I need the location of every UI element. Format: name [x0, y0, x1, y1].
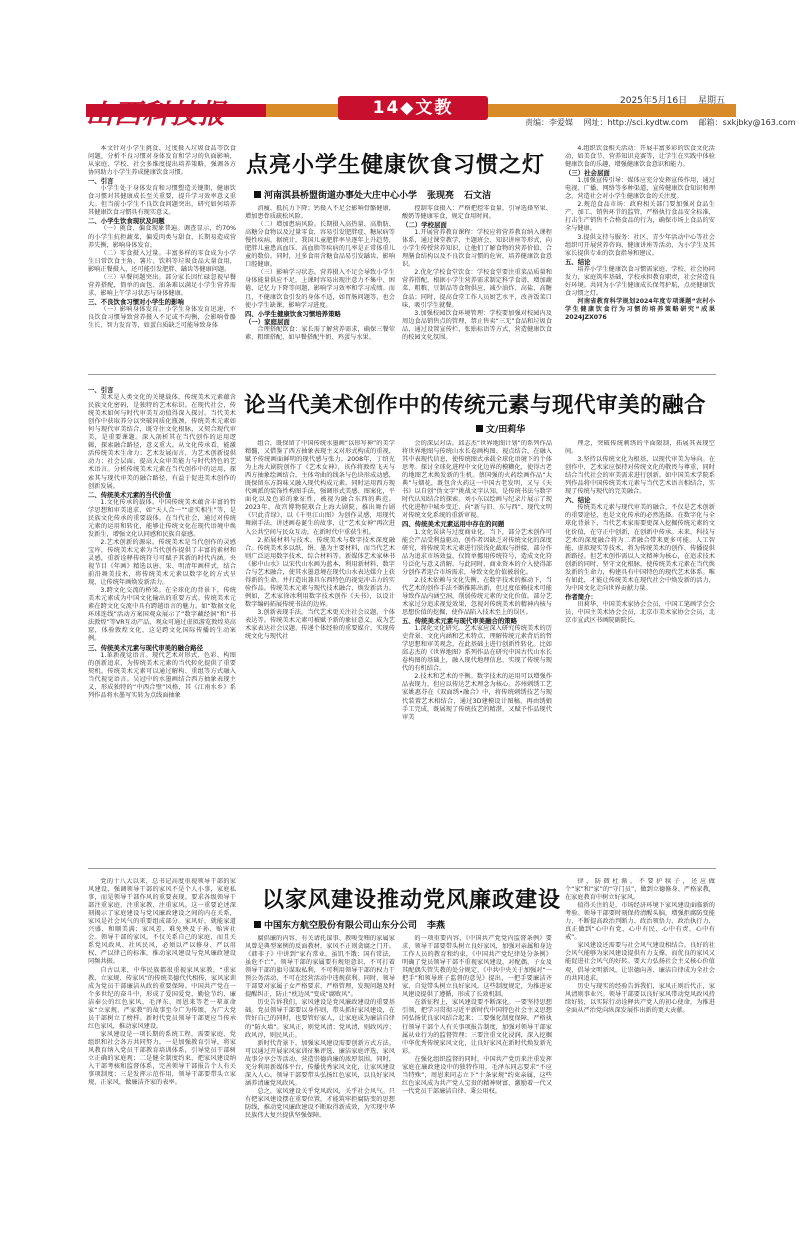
section-heading: 六、结论: [565, 496, 591, 505]
paragraph: 新时代背景下，加强家风建设需要创新方式方法。可以通过开展家风家训征集评选、廉洁家庭评选、家风故事分享会等活动，营造崇德尚廉的浓厚氛围。同时，充分利用新媒体平台，传播优秀家风文化，让家风建设深入人心。领导干部要带头弘扬红色家风，以良好家风涵养清廉党风政风。: [245, 1039, 395, 1087]
paragraph: 2.技术和艺术的平衡。数字技术的运用可以增强作品表现力，但应以传达艺术理念为核心。苏州刺绣工艺家姚惠芬在《双面绣•融合》中，将传统刺绣技艺与现代装置艺术相结合，通过3D建模设计图稿，再由绣娘手工完成，既展现了传统技艺的精湛，又赋予作品现代审美: [402, 673, 552, 721]
article1-column-1: [88, 145, 236, 367]
section-heading: （一）家庭层面: [245, 317, 290, 326]
article2-author: 文/田莉华: [486, 425, 526, 435]
paragraph: 值得关注的是，市场经济环境下家风建设面临新的考验。领导干部要时刻保持清醒头脑，增强拒腐防变能力，不断提高政治判断力、政治领悟力、政治执行力，真正做到“心中有党、心中有民、心中有责、心中有戒”。: [565, 902, 715, 942]
paragraph: 自古以来，中华民族都很重视家风家教，“重家教、立家规、传家风”的传统美德代代相传，家风家训成为党员干部廉洁从政的重要保障。中国共产党在一个多世纪的奋斗中，形成了爱国爱党、勤俭节约、廉洁奉公的红色家风，毛泽东、周恩来等老一辈革命家“立家规、严家教”的故事至今广为传颂，为广大党员干部树立了榜样。新时代党员领导干部更应当传承红色家风，推动家风建设。: [88, 966, 236, 1030]
paragraph: 的一项重要内容，《中国共产党党内监督条例》要求，领导干部要带头树立良好家风，加强对亲属和身边工作人员的教育和约束，《中国共产党纪律处分条例》明确了党员领导干部不重视家风建设，对配偶、子女及其配偶失管失教的处分规定，《中共中央关于加强对“一把手”和领导班子监督的意见》提出，一把手要廉洁齐家，自觉带头树立良好家风。这些制度规定，为推进家风建设提供了遵循，形成了长效机制。: [402, 935, 552, 999]
section-heading: 二、传统美术元素的当代价值: [88, 490, 172, 499]
paragraph: 3.提供支持与服务：社区、青少年活动中心等社会组织可开展营养咨询、健康讲座等活动，为小学生及其家长提供专业的饮食指导和建议。: [565, 233, 715, 257]
article1-column-3: [402, 205, 552, 367]
paragraph: 田莉华，中国美术家协会会员，中国工笔画学会会员，中国主美术协会会员，北京市美术家协会会员，北京市宣武区书画院副院长。: [565, 600, 715, 625]
paragraph: 2.艺术创新的源泉。传统美术是当代创作的灵感宝库，传统美术元素为当代创作提供了丰富的素材和灵感，重新诠释传统符号可赋予其新的时代内涵。央视节目《年画》精选以唐、宋、明清年画样式，结合前沿舞美技术，将传统美术元素以数字化的方式呈现，让传统年画焕发新活力。: [88, 538, 236, 587]
section-heading: 四、小学生健康饮食习惯培养策略: [245, 309, 341, 318]
article3-column-1: [88, 878, 236, 1218]
paragraph: 历史告诉我们，家风建设是党风廉政建设的重要基础。党员领导干部要以身作则，带头抓好家风建设，在管好自己的同时，也要管好家人，让家庭成为廉洁自律的“防火墙”。家风正，则党风清；党风清，则政风淳；政风淳，则民风正。: [245, 999, 395, 1039]
email-text: 邮箱：sxkjbky@163.com: [698, 118, 796, 127]
paragraph: 律，防微杜渐，不要护犊子，还应做个“家”和“家”的“守门员”，做到立德修身、严格家教，在家庭教育中树立好家风。: [565, 878, 715, 902]
paragraph: 河南省教育科学规划2024年度专项课题“农村小学生健康饮食行为习惯的培养策略研究”成果2024JZX076: [565, 297, 715, 321]
article1-column-2: [245, 205, 395, 367]
paragraph: （三）影响学习状态。营养摄入不足会导致小学生身体能量供应不足，上课时容易出现注意力不集中、困倦、记忆力下降等问题，影响学习效率和学习成绩。而且，不健康饮食引发的身体不适，如胃肠问题等，也会使小学生缺课，影响学习进度。: [245, 269, 395, 309]
section-heading: 一、引言: [88, 177, 114, 186]
section-heading: 四、传统美术元素运用中存在的问题: [402, 520, 505, 529]
paragraph: 1.文化误读与过度商业化。当下，部分艺术创作可能会产品受利益驱动，创作者因缺乏对传统文化的深度研究，将传统美术元素进行肤浅化截取与拼接，部分作品为追求市场效益，仅简单挪用传统符号，造成文化符号泛化与意义消解。与此同时，商业资本的介入使得部分创作者迎合市场需求，导致文化价值被弱化。: [402, 528, 552, 576]
article2-title: 论当代美术创作中的传统元素与现代审美的融合: [244, 393, 707, 418]
paragraph: 2.规范食品市场：政府相关部门要加强对食品生产、加工、销售环节的监管，严格执行食品安全标准，打击生产销售不合格食品的行为，确保市场上食品的安全与健康。: [565, 201, 715, 233]
article3-column-3: [402, 935, 552, 1218]
paragraph: 2.优化学校食堂饮食：学校食堂要注重菜品质量和营养搭配，根据小学生营养需求制定科学食谱，增加蔬菜、粗粮、豆制品等食物供应，减少油炸、高盐、高糖食品；同时，提高食堂工作人员厨艺水平，改善饭菜口味，吸引学生就餐。: [402, 269, 552, 309]
paragraph: 3.创新表现手法。当代艺术更关注社会议题、个体表达等。传统美术元素可被赋予新的象征意义，成为艺术家表达社会议题、传递个体经验的重要媒介。实现传统文化与现代社: [245, 608, 395, 641]
article3-title: 以家风建设推动党风廉政建设: [262, 888, 562, 913]
paragraph: 组合，既保留了中国传统水墨画“以形写神”的美学精髓，又借鉴了西方抽象表现主义对形式构成的重视，赋予传统画面鲜明的现代感与张力。2008年，丁绍光为上海大剧院创作了《艺术女神》，该作将敦煌飞天与西方抽象绘画结合，主体弯曲的线条与色块形成动感，既保留东方韵味又融入现代构成元素。同时运用西方现代画派的装饰性构图手法，强调形式美感、图案化，平面化以及色彩的象征性，被视为融合东西的典范。2023年，故宫博物院联合上海大剧院，推出舞台剧《只此青绿》，以《千里江山图》为创作灵感，用现代舞剧手法，讲述画卷诞生的故事，让“艺术女神”再次进入公共空间与民众互动，在新时代中重获生机。: [245, 440, 395, 536]
article2-byline: [476, 422, 535, 435]
article1-byline: [254, 188, 501, 201]
paragraph: （二）增加患病风险。长期摄入高热量、高脂肪、高糖分食物以及过量零食，容易引发肥胖症、糖尿病等慢性疾病，据统计，我国儿童肥胖率呈逐年上升趋势，肥胖儿童患高血压、高血脂等疾病的几率是正常体重儿童的数倍。同时，过多食用含糖食品易引发龋齿，影响口腔健康。: [245, 221, 395, 269]
paragraph: 控制零食摄入：严格把控零食量，引导选择坚果、酸奶等健康零食，规定食用时间。: [402, 205, 552, 221]
section-heading: 二、小学生饮食现状及问题: [88, 217, 165, 226]
paragraph: 在强化组织监督的同时，中国共产党历来注重发挥家庭在廉政建设中的独特作用，毛泽东同志要求“不应当特殊”，周恩来同志立下“十条家规”约束亲属，这些红色家风成为共产党人宝贵的精神财富，激励着一代又一代党员干部廉洁自律、秉公用权。: [402, 1055, 552, 1095]
weekday-text: 星期五: [697, 96, 725, 106]
article2-column-2: [245, 440, 395, 861]
article3-org: 中国东方航空股份有限公司山东分公司: [264, 921, 418, 931]
article1-author-2: 石文洁: [464, 191, 492, 201]
editor-text: 责编：李爱媒: [525, 118, 573, 127]
section-heading: 三、传统美术元素与现代审美的融合路径: [88, 643, 204, 652]
paragraph: 1.深化文化研究。艺术家应深入研究传统美术的历史背景、文化内涵和艺术特点，理解传统元素背后的哲学思想和审美观念，在此基础上进行创新性转化。比如邱志杰的《世界地图》系列作品在研究中国古代山水长卷构图的基础上，融入现代地理信息，实现了传统与现代的有机结合。: [402, 625, 552, 673]
paragraph: 理念，突破传统刺绣的平面限制，拓展其表现空间。: [565, 440, 715, 456]
paragraph: 家风建设还需要与社会风气建设相结合。良好的社会风气能够为家风建设提供有力支撑，而优良的家风又能促进社会风气的好转。要大力弘扬社会主义核心价值观，倡导文明新风，让崇德向善、廉洁自律成为全社会的共同追求。: [565, 942, 715, 982]
section-heading: 作者简介：: [565, 592, 597, 601]
paragraph: （三）早餐问题突出。部分家长因忙碌忽视早餐营养搭配，简单的面包、油条难以满足小学生营养需求，影响上午学习状态与身体健康。: [88, 273, 236, 297]
paragraph: 3.加强校园饮食环境管理：学校要加强对校园内及周边食品销售点的管理，禁止售卖“三无”食品和垃圾食品，通过设置宣传栏、张贴标语等方式，营造健康饮食的校园文化氛围。: [402, 309, 552, 341]
paragraph: 3.坚持以传统文化为根基，以现代审美为导向。在创作中，艺术家应保持对传统文化的敬畏与尊重，同时结合当代社会的审美需求进行创新。如中国美术学院系列作品将中国传统美术元素与当代艺术语言相结合，实现了传统与现代的完美融合。: [565, 456, 715, 496]
issue-date: [620, 93, 733, 106]
section-heading: （二）学校层面: [402, 221, 447, 230]
article2-column-4: [565, 440, 715, 861]
newspaper-logo: 山西科技报: [86, 99, 226, 130]
paragraph: 腐倡廉的内容，有关请托谋事、教唆受贿的家属家风曾是典型案例的反面教材，家风不正则贪腐之门开。《韩非子》中讲到“家有常业，虽饥不饿；国有常法，虽危不亡”。领导干部的家属要有规矩意识，不可打着领导干部的旗号谋取私利，不可利用领导干部的权力干预公务活动，不可在经营活动中违规获利。同时，领导干部要对家属子女严格要求、严格管理，发现问题及时提醒纠正，防止“枕边风”变成“腐败风”。: [245, 935, 395, 999]
article1-org: 河南淇县桥盟街道办事处大庄中心小学: [264, 191, 418, 201]
article1-author-1: 张现亮: [427, 191, 455, 201]
section-divider-1: [88, 374, 716, 375]
paragraph: 1.加强宣传引导：媒体应充分发挥宣传作用，通过电视、广播、网络等多种渠道，宣传健康饮食知识和理念，营造社会对小学生健康饮食的关注度。: [565, 177, 715, 201]
article1-column-4: [565, 145, 715, 367]
article2-column-1: [88, 386, 236, 861]
paragraph: 本文针对小学生挑食、过度摄入垃圾食品等饮食问题，分析不良习惯对身体发育和学习的负面影响，从家庭、学校、社会多维度提出培养策略，强调各方协同助力小学生养成健康饮食习惯。: [88, 145, 236, 177]
section-heading: 三、不良饮食习惯对小学生的影响: [88, 297, 184, 306]
paragraph: 小学生处于身体发育和习惯塑造关键期，健康饮食习惯对其健康成长至关重要，提升学习效率意义重大。但当前小学生不良饮食问题突出，研究如何培养其健康饮食习惯具有现实意义。: [88, 185, 236, 217]
paragraph: （一）挑食、偏食现象普遍。调查显示，约70%的小学生抗拒蔬菜，偏爱肉类与甜食，长期易造成营养失衡，影响身体发育。: [88, 225, 236, 249]
paragraph: 培养小学生健康饮食习惯需家庭、学校、社会协同发力，家庭筑牢基础，学校承担教育职责，社会营造良好环境。共同为小学生健康成长保驾护航，点亮健康饮食习惯之灯。: [565, 265, 715, 297]
paragraph: 1.开展营养教育课程：学校应将营养教育纳入课程体系，通过课堂教学、主题班会、知识讲座等形式，向小学生传授营养知识，让他们了解食物的营养价值、合理膳食结构以及不良饮食习惯的危害，培养健康饮食意识。: [402, 229, 552, 269]
section-heading: 五、传统美术元素与现代审美融合的策略: [402, 617, 518, 626]
paragraph: 会的深层对话。邱志杰“世界地图计划”的系列作品将世界地图与传统山水长卷画构图、视点结合，在融入其中表现代信息，使传统图式承载全球化语境下的个体思考。探讨全球化进程中文化边界的模糊化，使得古老的地图艺术焕发新的生机。蔡国强的火药绘画作品“大典”与烟花，既包含火药这一中国古老发明，又与《天书》以自创“伪文字”挑战文字认知，是传统书法与数字时代认知结合的探索。刘小东以绘画与纪录片展示了现代化进程中城乡变迁，向“新与旧、东与西”、现代文明对传统文化系统的重新审视。: [402, 440, 552, 520]
paragraph: （一）影响身体发育。小学生身体发育迅速，不良饮食习惯导致营养摄入不足或不均衡，会影响骨骼生长、智力发育等，如蛋白质缺乏可能导致身体: [88, 305, 236, 330]
article3-author: 李燕: [427, 921, 446, 931]
article1-title: 点亮小学生健康饮食习惯之灯: [246, 153, 546, 178]
article3-byline: [254, 918, 455, 931]
paragraph: 1.革新视觉语言。现代艺术对形式、色彩、构图的创新追求，为传统美术元素的当代转化提供了重要契机。传统美术元素可以通过解构、重组等方式融入当代视觉语言。吴冠中的水墨画结合西方抽象表现主义，形成独特的“中西合璧”风格，其《江南水乡》系列作品将水墨写实转为点线面抽象: [88, 651, 236, 699]
section-heading: （三）社会层面: [565, 169, 610, 178]
paragraph: （二）零食摄入过量。丰富多样的零食成为小学生日常饮食主角，薯片、饮料等垃圾食品大量食用，影响正餐摄入，还可能引发肥胖、龋齿等健康问题。: [88, 249, 236, 273]
paragraph: 4.组织饮食相关活动：开展丰富多彩的饮食文化活动，如美食节、营养知识竞赛等，让学生在实践中体验健康饮食的乐趣，增强健康饮食意识和能力。: [565, 145, 715, 169]
paragraph: 1.文化传承的载体。中国传统美术蕴含丰富的哲学思想和审美追求，如“天人合一”“虚实相生”等，是民族文化传承的重要载体。在当代社会，通过对传统元素的运用和转化，能够让传统文化在现代语境中焕发新生，增强文化认同感和民族自豪感。: [88, 498, 236, 538]
paragraph: 消瘦、抵抗力下降；钙摄入不足会影响骨骼健康，增加患骨质疏松风险。: [245, 205, 395, 221]
website-text: 网址：http://sci.kydtw.com: [583, 118, 689, 127]
paragraph: 美术是人类文化的关键载体，传统美术元素蕴含民族文化密码，是独特的艺术标识。在现代社会，传统美术如何与时代审美互动值得深入探讨。当代美术创作中获取养分以突破同质化瓶颈，传统美术元素如何与现代审美结合，既守住文化根脉，又契合现代审美，是重要课题。深入剖析其在当代创作的运用逻辑，探索融合路径，意义重大。从文化传承看，能激活传统美术生命力；艺术发展而言，为艺术创新提供动力；社会层面，提高大众审美能力与时代特色的艺术语言。分析传统美术元素在当代创作中的运用，探索其与现代审美的融合路径，有益于促进美术创作的创新发展。: [88, 394, 236, 490]
paragraph: 家风建设是一项长期的系统工程，需要家庭、党组织和社会各方共同努力。一是加强教育引导，将家风教育纳入党员干部教育培训体系，引导党员干部树立正确的家庭观；二是健全制度约束，把家风建设纳入干部考核和监督体系，完善领导干部报告个人有关事项制度；三是发挥示范作用，领导干部要带头立家规、正家风，做廉洁齐家的表率。: [88, 1030, 236, 1087]
paragraph: 2.技术依赖与文化失衡。在数字技术的推动下，当代艺术的创作手法不断推陈出新，但过度依赖技术可能导致作品内涵空洞，削弱传统元素的文化价值。部分艺术家过分追求视觉效果，忽视对传统美术的精神内核与思想价值的挖掘，使作品陷入技术至上的误区。: [402, 576, 552, 616]
article3-column-4: [565, 878, 715, 1218]
paragraph: 传统美术元素与现代审美的融合，不仅是艺术创新的重要途径，也是文化传承的必然选择。在数字化与全球化背景下，当代艺术家需要更深入挖掘传统元素的文化价值，在守正中创新，在创新中传承。未来，科技与艺术的深度融合将为二者融合带来更多可能。人工智能、虚拟现实等技术，将为传统美术的创作、传播提供新路径。但艺术创作需以人文精神为核心，在追求技术创新的同时，坚守文化根脉，使传统美术元素在当代焕发新的生命力，构建具有中国特色的现代艺术体系。唯有如此，才能让传统美术在现代社会中焕发新的活力，为中国文化走向世界贡献力量。: [565, 504, 715, 592]
article3-column-2: [245, 935, 395, 1218]
paragraph: 合理搭配饮食：家长需了解营养需求，确保三餐荤素、粗细搭配，如早餐搭配牛奶、鸡蛋与水果、: [245, 325, 395, 341]
article2-column-3: [402, 440, 552, 861]
paragraph: 在新征程上，家风建设要不断深化。一要坚持思想引领，把学习贯彻习近平新时代中国特色社会主义思想同弘扬优良家风结合起来；二要强化制度保障，严格执行领导干部个人有关事项报告制度，加强对领导干部家属从业行为的监督管理；三要注重文化浸润，深入挖掘中华优秀传统家风文化，让良好家风在新时代焕发新光彩。: [402, 999, 552, 1055]
section-heading: 一、引言: [88, 386, 114, 394]
date-text: 2025年5月16日: [620, 96, 688, 106]
paragraph: 2.拓展材料与技术。传统美术与数字技术深度融合。传统美术多以纸、绢、墨为主要材料，而当代艺术则广泛运用数字技术、综合材料等。新媒体艺术家林书《影中山水》以宋代山水画为蓝本，利用新材料、数字合与艺术融合，使其水墨意境在现代山水表达媒介上获得新的生命。并打造出兼具东西特色的视觉冲击力的实验作品。传统美术元素与现代技术融合，焕发新活力。例如，艺术家徐冰利用数字技术创作《天书》，以设计数字编码拓展传统书法的边界。: [245, 536, 395, 608]
paragraph: 3.跨文化交流的桥梁。在全球化的背景下，传统美术元素成为中国文化输出的重要方式。传统美术元素在跨文化交流中具有跨越语言的魅力。如“数据文化环球连线”活动方案国观众展示了“数字藏经洞”和“书法敦煌”等VR互动产品，观众可通过虚拟游览敦煌莫高窟，体验敦煌文化，这是跨文化国际传播的生动案例。: [88, 587, 236, 643]
section-divider-2: [88, 868, 716, 869]
contact-line: [525, 117, 800, 128]
paragraph: 总之，家风建设关乎党风政风，关乎社会风气。只有把家风建设摆在重要位置，才能筑牢拒腐防变的思想防线，推动党风廉政建设不断取得新成效，为实现中华民族伟大复兴提供坚强保障。: [245, 1087, 395, 1120]
page-section-label: 14◆文教: [338, 96, 488, 120]
section-heading: 五、结论: [565, 257, 591, 266]
masthead: [0, 0, 800, 140]
paragraph: 历史与现实的经验告诉我们，家风正则后代正，家风清则事业兴。领导干部要以良好家风带动党风政风持续好转，以实际行动诠释共产党人的初心使命，为推进全面从严治党向纵深发展作出新的更大贡献。: [565, 982, 715, 1014]
paragraph: 党的十八大以来，总书记高度重视领导干部的家风建设，强调领导干部的家风不是个人小事，家庭私事，而是领导干部作风的重要表现。要求各级领导干部注重家庭、注重家教、注重家风。这一重要论述深刻揭示了家庭建设与党风廉政建设之间的内在关系，家风是社会风气的重要组成部分。家风好，就能家道兴盛、和顺美满；家风差，难免殃及子孙、贻害社会。领导干部的家风，不仅关系自己的家庭，而且关系党风政风、社风民风，必须以严以修身、严以用权、严以律己的标准，推动家风建设与党风廉政建设同频共振。: [88, 878, 236, 966]
